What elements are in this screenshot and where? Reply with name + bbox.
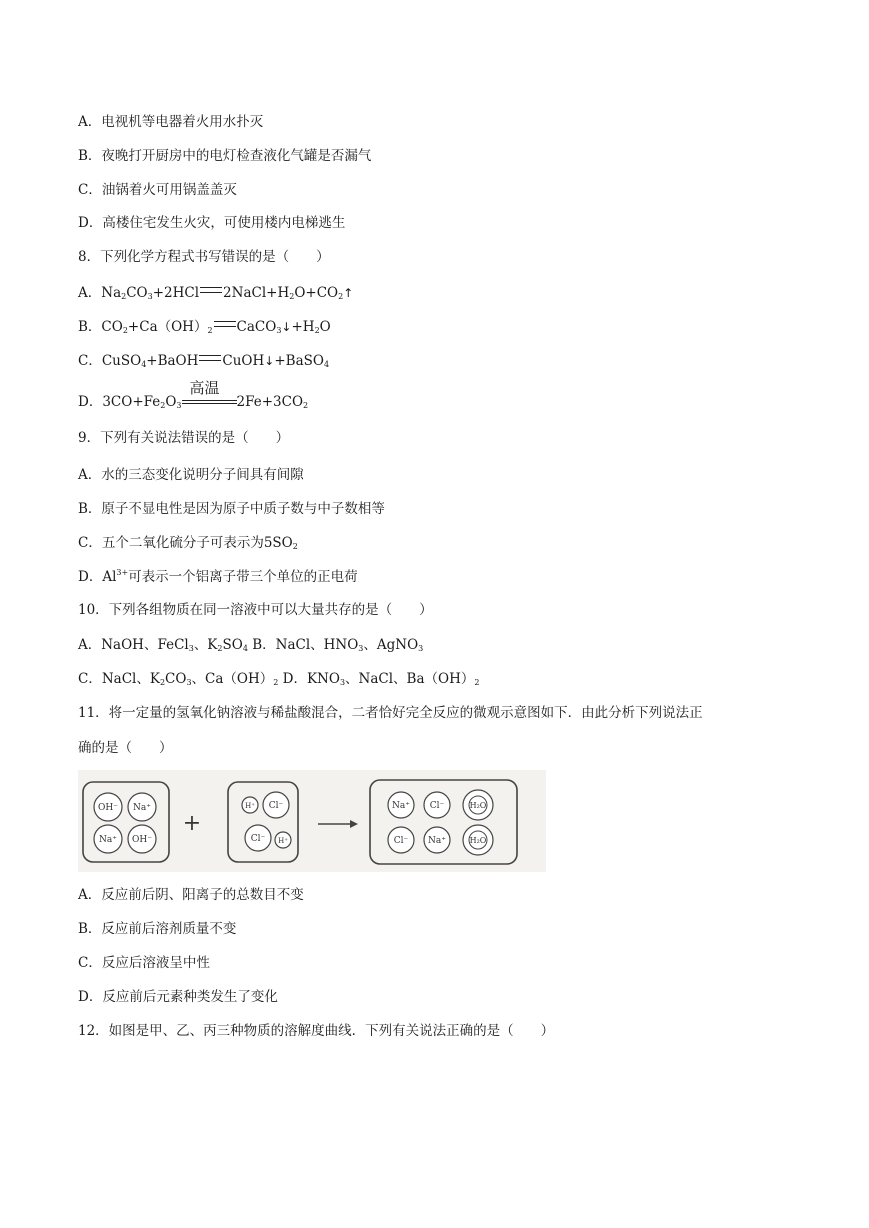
q8-option-b-equation: $CO_2+Ca(OH)_2$ $CaCO_3↓+H_2O$ <box>101 319 331 335</box>
q7-option-b: B．夜晚打开厨房中的电灯检查液化气罐是否漏气 <box>78 148 372 164</box>
ion-label: Na⁺ <box>133 803 151 813</box>
q8-option-c <box>78 351 329 371</box>
q9-option-d <box>78 567 358 587</box>
q12-stem: 12．如图是甲、乙、丙三种物质的溶解度曲线．下列有关说法正确的是（ ） <box>78 1023 555 1039</box>
q10-options-ab: A．NaOH、FeCl$_3$、$K_2SO_4$ B．NaCl、$HNO_3$、AgNO$_3$ <box>78 637 424 653</box>
q9-option-d-symbol: D．Al <box>78 569 117 585</box>
arrow-icon <box>350 820 358 828</box>
q8-option-c-equation: CuSO$_4$+BaOH CuOH↓+BaSO$_4$ <box>101 353 330 369</box>
ion-label: Cl⁻ <box>250 834 266 844</box>
q11-option-d: D．反应前后元素种类发生了变化 <box>78 989 278 1005</box>
q7-option-c: C．油锅着火可用锅盖盖灭 <box>78 182 237 198</box>
q9-option-c-text: C．五个二氧化硫分子可表示为 <box>78 535 264 551</box>
q10-options-cd: C．NaCl、$K_2CO_3$、$Ca(OH)_2$ D．$KNO_3$、NaCl、$Ba(OH)_2$ <box>78 671 480 687</box>
q8-option-b-label: B． <box>78 319 102 335</box>
q8-option-a-label: A． <box>78 285 102 301</box>
q9-option-d-charge: 3+ <box>116 568 129 577</box>
q11-stem-line2: 确的是（ ） <box>78 740 173 756</box>
q8-option-a <box>78 283 353 303</box>
reaction-condition-arrow <box>182 379 237 412</box>
q8-option-d-label: D． <box>78 394 103 410</box>
plus-sign: + <box>182 811 202 836</box>
q8-option-d <box>78 379 309 412</box>
q11-option-c: C．反应后溶液呈中性 <box>78 955 210 971</box>
ion-label: OH⁻ <box>132 835 152 845</box>
q9-option-a: A．水的三态变化说明分子间具有间隙 <box>78 467 304 483</box>
molecule-label: H₂O <box>469 801 487 810</box>
reaction-micro-diagram <box>78 770 546 872</box>
ion-label: H⁺ <box>278 837 288 845</box>
q8-option-b <box>78 317 331 337</box>
q8-option-a-equation: $Na_2CO_3+2HCl$ $2NaCl+H_2O+CO_2↑$ <box>101 285 354 301</box>
q7-option-a: A．电视机等电器着火用水扑灭 <box>78 114 264 130</box>
q10-stem: 10．下列各组物质在同一溶液中可以大量共存的是（ ） <box>78 602 433 618</box>
ion-label: Na⁺ <box>99 835 117 845</box>
q9-option-c-formula: 5SO <box>263 535 293 551</box>
q9-stem: 9．下列有关说法错误的是（ ） <box>78 430 290 446</box>
molecule-label: H₂O <box>469 836 487 845</box>
q8-option-d-equation: $3CO+Fe_2O_3$ 高温 $2Fe+3CO_2$ <box>102 379 309 410</box>
ion-label: Cl⁻ <box>393 836 409 846</box>
q9-option-b: B．原子不显电性是因为原子中质子数与中子数相等 <box>78 501 385 517</box>
q8-stem: 8．下列化学方程式书写错误的是（ ） <box>78 249 330 265</box>
q11-option-a: A．反应前后阴、阳离子的总数目不变 <box>78 887 304 903</box>
ion-label: OH⁻ <box>98 803 118 813</box>
ion-label: Cl⁻ <box>268 801 284 811</box>
q9-option-c: C．五个二氧化硫分子可表示为$5SO_2$ <box>78 535 298 551</box>
q7-option-d: D．高楼住宅发生火灾，可使用楼内电梯逃生 <box>78 215 346 231</box>
ion-label: Cl⁻ <box>429 801 445 811</box>
ion-label: Na⁺ <box>428 836 446 846</box>
q8-option-c-label: C． <box>78 353 102 369</box>
naoh-solution-box <box>83 782 169 862</box>
reaction-condition: 高温 <box>189 379 220 397</box>
ion-label: H⁺ <box>245 802 255 810</box>
q11-stem-line1: 11．将一定量的氢氧化钠溶液与稀盐酸混合，二者恰好完全反应的微观示意图如下．由此分析下列说法正 <box>78 705 703 721</box>
ion-label: Na⁺ <box>392 801 410 811</box>
q11-option-b: B．反应前后溶剂质量不变 <box>78 921 237 937</box>
q9-option-d-text: 可表示一个铝离子带三个单位的正电荷 <box>128 569 358 585</box>
